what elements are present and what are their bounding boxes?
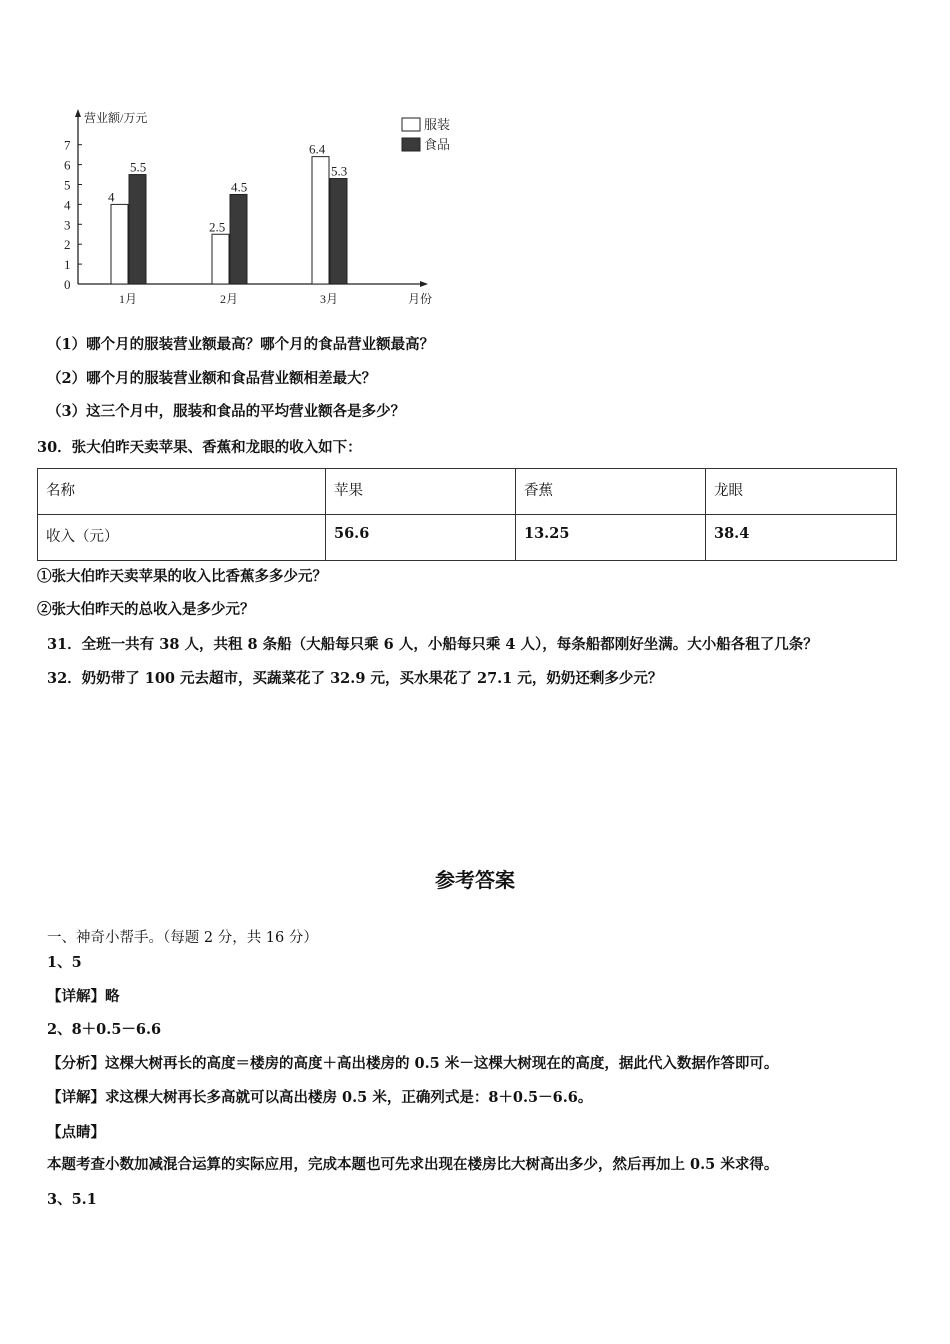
bar-clothing [312,157,329,284]
answer-2-note-label: 【点睛】 [47,1124,105,1141]
table-cell: 龙眼 [706,469,897,515]
data-label: 4.5 [231,179,248,195]
x-tick-label: 3月 [320,292,339,306]
y-axis-label: 营业额/万元 [84,111,148,125]
answer-2-analysis: 【分析】这棵大树再长的高度＝楼房的高度＋高出楼房的 0.5 米－这棵大树现在的高度，据此代入数据作答即可。 [47,1055,779,1072]
table-cell: 名称 [38,469,326,515]
data-label: 5.3 [331,163,348,179]
y-tick-label: 0 [64,277,71,292]
sales-bar-chart [50,100,450,315]
table-cell: 香蕉 [516,469,706,515]
answer-1: 1、5 [47,954,82,971]
x-axis-label: 月份 [408,292,433,306]
answer-2-detail: 【详解】求这棵大树再长多高就可以高出楼房 0.5 米，正确列式是：8＋0.5－6.6。 [47,1089,593,1106]
x-tick-label: 1月 [119,292,138,306]
bar-food [330,179,347,284]
answer-1-detail: 【详解】略 [47,988,120,1005]
y-axis-arrow [75,109,81,117]
question-29-2: （2）哪个月的服装营业额和食品营业额相差最大？ [47,370,377,387]
question-30: 30．张大伯昨天卖苹果、香蕉和龙眼的收入如下： [37,439,362,456]
data-label: 4 [108,189,115,205]
y-tick-label: 3 [64,217,71,233]
income-table [37,468,897,561]
data-label: 2.5 [209,219,226,235]
table-cell: 13.25 [516,515,706,561]
data-label: 6.4 [309,141,326,157]
y-tick-label: 1 [64,257,71,273]
question-29-3: （3）这三个月中，服装和食品的平均营业额各是多少？ [47,403,406,420]
bar-clothing [111,204,128,284]
question-31: 31．全班一共有 38 人，共租 8 条船（大船每只乘 6 人，小船每只乘 4 人），每条船都刚好坐满。大小船各租了几条？ [47,636,818,653]
legend-label-food: 食品 [424,137,450,152]
y-tick-label: 2 [64,237,71,253]
table-cell: 苹果 [326,469,516,515]
table-cell: 56.6 [326,515,516,561]
table-header-row [38,469,897,515]
question-29-1: （1）哪个月的服装营业额最高？哪个月的食品营业额最高？ [47,336,435,353]
y-tick-label: 4 [64,197,71,213]
answer-2-note: 本题考查小数加减混合运算的实际应用，完成本题也可先求出现在楼房比大树高出多少，然后再加上 0.5 米求得。 [47,1156,779,1173]
data-label: 5.5 [130,159,147,175]
answer-3: 3、5.1 [47,1191,97,1208]
answers-title: 参考答案 [435,868,515,892]
answer-2: 2、8＋0.5－6.6 [47,1021,162,1038]
y-tick-label: 6 [64,157,71,173]
bar-clothing [212,234,229,284]
legend-swatch-food [402,138,420,151]
x-axis-arrow [420,281,428,287]
y-tick-label: 7 [64,137,71,153]
legend-swatch-clothing [402,118,420,131]
legend-label-clothing: 服装 [424,117,450,132]
x-tick-label: 2月 [220,292,239,306]
question-32: 32．奶奶带了 100 元去超市，买蔬菜花了 32.9 元，买水果花了 27.1 元，奶奶还剩多少元？ [47,670,663,687]
question-30-1: ①张大伯昨天卖苹果的收入比香蕉多多少元？ [37,568,327,585]
table-row [38,515,897,561]
table-cell: 收入（元） [38,515,326,561]
y-tick-label: 5 [64,177,71,193]
table-cell: 38.4 [706,515,897,561]
bar-food [230,194,247,284]
answers-section: 一、神奇小帮手。（每题 2 分，共 16 分） [47,930,318,946]
question-30-2: ②张大伯昨天的总收入是多少元？ [37,601,255,618]
bar-food [129,175,146,284]
